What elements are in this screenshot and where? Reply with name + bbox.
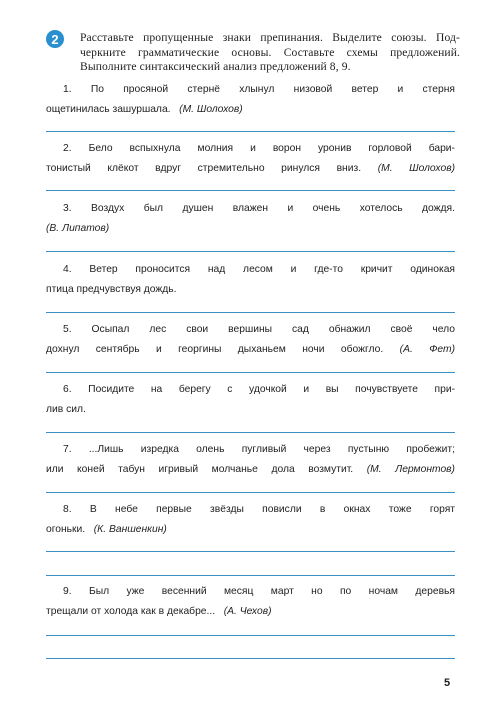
exercise-text-line: 6. Посидите на берегу с удочкой и вы почувствуете при- (63, 384, 455, 395)
exercise-text-line: 2. Бело вспыхнула молния и ворон уронив горловой бари- (63, 143, 455, 154)
exercise-text-line: или коней табун игривый молчанье дола возмутит. (М. Лермонтов) (46, 464, 455, 475)
answer-line[interactable] (46, 131, 455, 132)
exercise-text-line: 7. ...Лишь изредка олень пугливый через пустыню пробежит; (63, 444, 455, 455)
exercise-text-line: 3. Воздух был душен влажен и очень хотелось дождя. (63, 203, 455, 214)
exercise-9 (46, 582, 455, 622)
exercise-author: (К. Ваншенкин) (93, 524, 167, 535)
task-instructions-line: черкните грамматические основы. Составьте схемы предложений. (80, 45, 460, 59)
exercise-author: (М. Шолохов) (377, 163, 456, 174)
exercise-text-line: 4. Ветер проносится над лесом и где-то кричит одинокая (63, 264, 455, 275)
answer-line[interactable] (46, 492, 455, 493)
exercise-2 (46, 139, 455, 179)
exercise-7 (46, 440, 455, 480)
exercise-author: (А. Чехов) (223, 606, 272, 617)
exercise-text-line: ощетинилась зашуршала. (М. Шолохов) (46, 104, 243, 115)
exercise-author: (В. Липатов) (46, 223, 110, 234)
answer-line[interactable] (46, 551, 455, 552)
exercise-author: (А. Фет) (399, 344, 455, 355)
answer-line[interactable] (46, 190, 455, 191)
answer-line[interactable] (46, 658, 455, 659)
task-instructions (80, 31, 460, 75)
answer-line[interactable] (46, 432, 455, 433)
exercise-1 (46, 80, 455, 120)
exercise-5 (46, 320, 455, 360)
answer-line[interactable] (46, 251, 455, 252)
exercise-text-line: 8. В небе первые звёзды повисли в окнах тоже горят (63, 504, 455, 515)
exercise-4 (46, 260, 455, 300)
exercise-text-line: 9. Был уже весенний месяц март но по ночам деревья (63, 586, 455, 597)
exercise-text-line: лив сил. (46, 404, 86, 415)
exercise-text-line: птица предчувствуя дождь. (46, 284, 177, 295)
exercise-text-line (46, 219, 455, 239)
answer-line[interactable] (46, 372, 455, 373)
answer-line[interactable] (46, 575, 455, 576)
task-instructions-line: Расставьте пропущенные знаки препинания. Выделите союзы. Под- (80, 31, 460, 44)
exercise-author: (М. Лермонтов) (366, 464, 455, 475)
exercise-text-line: 1. По просяной стернё хлынул низовой ветер и стерня (63, 84, 455, 95)
exercise-text-line: 5. Осыпал лес свои вершины сад обнажил своё чело (63, 324, 455, 335)
task-instructions-line: Выполните синтаксический анализ предложений 8, 9. (80, 60, 351, 73)
answer-line[interactable] (46, 635, 455, 636)
exercise-8 (46, 500, 455, 540)
task-number-badge: 2 (46, 30, 64, 48)
exercise-3 (46, 199, 455, 239)
exercise-text-line: тонистый клёкот вдруг стремительно ринулся вниз. (М. Шолохов) (46, 163, 456, 174)
exercise-text-line: дохнул сентябрь и георгины дыханьем ночи обожгло. (А. Фет) (46, 344, 455, 355)
exercise-6 (46, 380, 455, 420)
page-number: 5 (444, 677, 451, 689)
exercise-text-line: трещали от холода как в декабре... (А. Чехов) (46, 606, 272, 617)
exercise-author: (М. Шолохов) (179, 104, 243, 115)
answer-line[interactable] (46, 312, 455, 313)
exercise-text-line: огоньки. (К. Ваншенкин) (46, 524, 167, 535)
